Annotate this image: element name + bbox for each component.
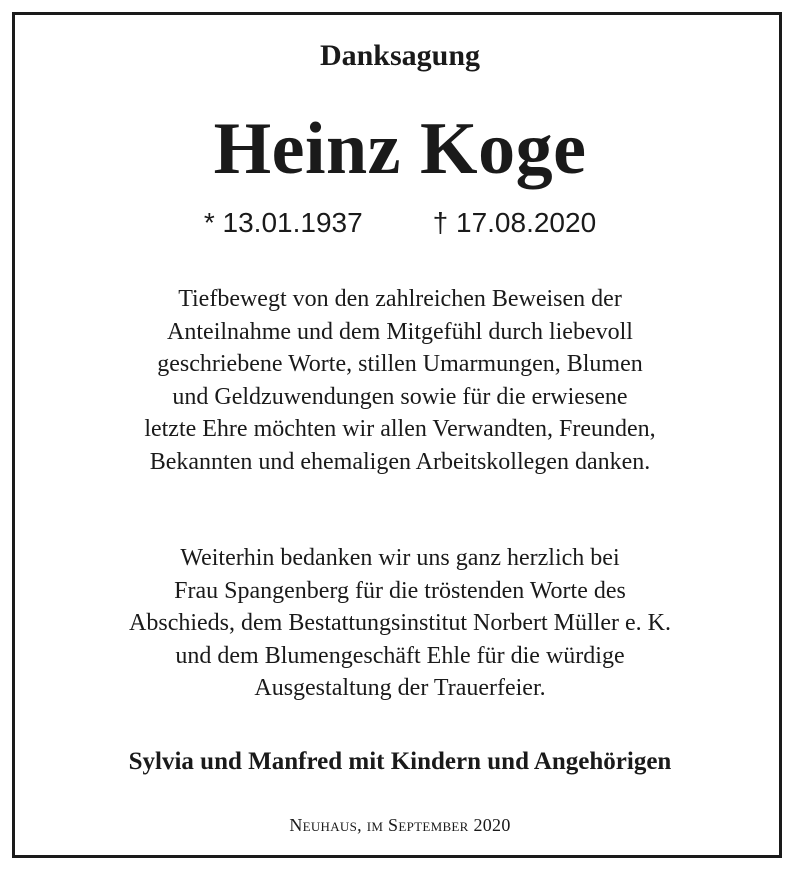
text-line: Anteilnahme und dem Mitgefühl durch liebevoll [167, 318, 633, 345]
signature: Sylvia und Manfred mit Kindern und Angehörigen [128, 748, 672, 775]
text-line: letzte Ehre möchten wir allen Verwandten, Freunden, [144, 416, 656, 442]
place-and-date: Neuhaus, im September 2020 [289, 815, 511, 835]
text-line: Frau Spangenberg für die tröstenden Worte des [174, 577, 626, 604]
death-date: † 17.08.2020 [432, 207, 597, 238]
text-line: Tiefbewegt von den zahlreichen Beweisen der [178, 286, 622, 312]
notice-heading: Danksagung [319, 39, 481, 72]
text-line: geschriebene Worte, stillen Umarmungen, Blumen [157, 351, 643, 377]
deceased-name: Heinz Koge [213, 108, 587, 190]
birth-date: * 13.01.1937 [203, 207, 363, 238]
text-line: Abschieds, dem Bestattungsinstitut Norbert Müller e. K. [129, 610, 671, 636]
thanks-paragraph-2 [40, 542, 760, 705]
text-line: Weiterhin bedanken wir uns ganz herzlich bei [180, 545, 620, 571]
text-line: und dem Blumengeschäft Ehle für die würdige [175, 642, 625, 669]
thanks-paragraph-1 [40, 283, 760, 478]
text-line: Ausgestaltung der Trauerfeier. [254, 675, 546, 701]
text-line: und Geldzuwendungen sowie für die erwiesene [172, 383, 628, 410]
text-line: Bekannten und ehemaligen Arbeitskollegen danken. [149, 448, 651, 475]
life-dates [0, 205, 800, 241]
